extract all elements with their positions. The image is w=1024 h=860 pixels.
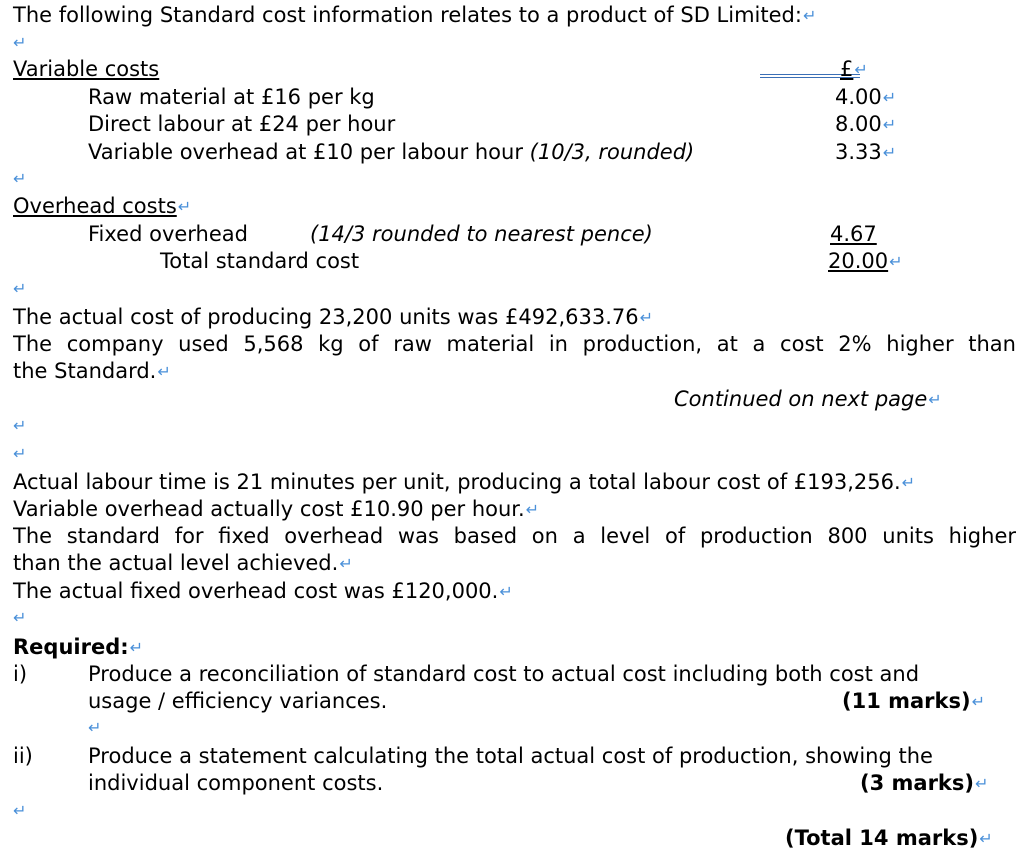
paragraph-mark-icon: ↵: [13, 608, 27, 627]
variable-overhead-line: Variable overhead actually cost £10.90 per hour.↵: [13, 497, 540, 521]
paragraph-mark-icon: ↵: [157, 362, 171, 381]
actual-cost-line: The actual cost of producing 23,200 units was £492,633.76↵: [13, 305, 654, 329]
raw-material-line: The company used 5,568 kg of raw material in production, at a cost 2% higher than: [13, 332, 1016, 356]
cost-item-note: (10/3, rounded): [529, 140, 695, 164]
question-number: i): [13, 662, 28, 686]
paragraph-mark-icon: ↵: [13, 416, 27, 435]
fixed-standard-line: The standard for fixed overhead was based on a level of production 800 units higher: [13, 524, 1016, 548]
total-standard-cost-label: Total standard cost: [160, 249, 360, 273]
total-standard-cost-value: 20.00↵: [828, 249, 903, 273]
paragraph-mark-icon: ↵: [889, 252, 903, 271]
cost-item-label: Direct labour at £24 per hour: [88, 112, 396, 136]
paragraph-mark-icon: ↵: [882, 115, 897, 134]
paragraph-mark-icon: ↵: [88, 718, 102, 737]
total-marks: (Total 14 marks)↵: [785, 826, 993, 850]
cost-item-label: Variable overhead at £10 per labour hour (10/3, rounded): [88, 140, 695, 164]
question-number: ii): [13, 744, 33, 768]
paragraph-mark-icon: ↵: [901, 473, 916, 492]
cost-item-label: Raw material at £16 per kg: [88, 85, 375, 109]
question-text: individual component costs.: [88, 771, 384, 795]
paragraph-mark-icon: ↵: [13, 801, 27, 820]
cost-item-value: 4.00↵: [835, 85, 897, 109]
paragraph-mark-icon: ↵: [13, 33, 27, 52]
paragraph-mark-icon: ↵: [975, 774, 989, 793]
paragraph-mark-icon: ↵: [854, 60, 868, 79]
paragraph-mark-icon: ↵: [639, 308, 654, 327]
paragraph-mark-icon: ↵: [339, 554, 353, 573]
currency-header: [840, 56, 868, 82]
intro-text: The following Standard cost information relates to a product of SD Limited:: [13, 3, 802, 27]
fixed-standard-line-end: than the actual level achieved.↵: [13, 551, 353, 575]
raw-material-line-end: the Standard.↵: [13, 359, 171, 383]
labour-line: Actual labour time is 21 minutes per unit, producing a total labour cost of £193,256.↵: [13, 470, 916, 494]
question-text: Produce a statement calculating the total actual cost of production, showing the: [88, 744, 933, 768]
cost-item-value: 8.00↵: [835, 112, 897, 136]
fixed-overhead-label: Fixed overhead: [88, 222, 248, 246]
paragraph-mark-icon: ↵: [129, 638, 144, 657]
paragraph-mark-icon: ↵: [928, 390, 942, 409]
paragraph-mark-icon: ↵: [13, 169, 27, 188]
paragraph-mark-icon: ↵: [882, 88, 897, 107]
paragraph-mark-icon: ↵: [13, 279, 27, 298]
fixed-overhead-note: (14/3 rounded to nearest pence): [310, 222, 653, 246]
fixed-actual-line: The actual fixed overhead cost was £120,000.↵: [13, 579, 513, 603]
question-text: usage / efficiency variances.: [88, 689, 388, 713]
question-text: Produce a reconciliation of standard cost to actual cost including both cost and: [88, 662, 920, 686]
paragraph-mark-icon: ↵: [13, 444, 27, 463]
currency-symbol: £: [840, 57, 854, 81]
paragraph-mark-icon: ↵: [802, 6, 817, 25]
cost-item-value: 3.33↵: [835, 140, 897, 164]
question-marks: (3 marks)↵: [860, 771, 989, 795]
paragraph-mark-icon: ↵: [525, 500, 540, 519]
question-marks: (11 marks)↵: [842, 689, 986, 713]
continued-note: Continued on next page↵: [674, 387, 942, 411]
paragraph-mark-icon: ↵: [499, 582, 513, 601]
paragraph-mark-icon: ↵: [177, 197, 192, 216]
paragraph-mark-icon: ↵: [882, 143, 897, 162]
fixed-overhead-value: 4.67: [830, 222, 877, 246]
overhead-costs-heading: Overhead costs↵: [13, 194, 192, 218]
required-heading: Required:↵: [13, 635, 144, 659]
variable-costs-heading: Variable costs: [13, 57, 160, 81]
intro-line: [13, 2, 816, 28]
paragraph-mark-icon: ↵: [979, 829, 993, 848]
paragraph-mark-icon: ↵: [971, 692, 986, 711]
